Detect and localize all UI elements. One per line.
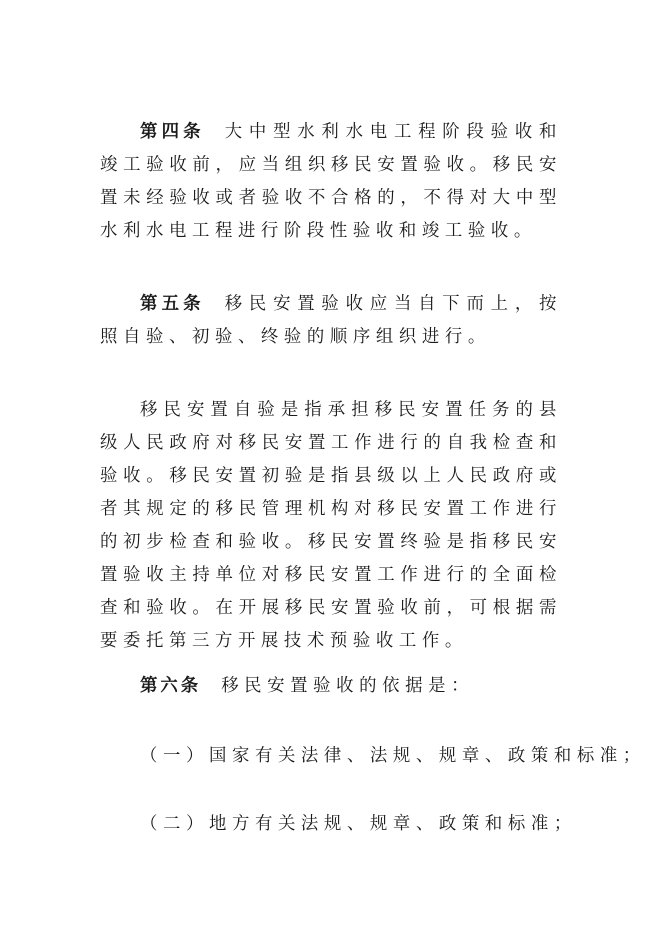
article-4-label: 第四条 [140,122,205,142]
article-6-text: 移民安置验收的依据是： [221,676,475,696]
list-item: （一）国家有关法律、法规、规章、政策和标准； [140,746,646,766]
list-item: （二）地方有关法规、规章、政策和标准； [140,814,577,834]
acceptance-definition-paragraph [100,394,562,658]
acceptance-definition-text: 移民安置自验是指承担移民安置任务的县级人民政府对移民安置工作进行的自我检查和验收。移民安置初验是指县级以上人民政府或者其规定的移民管理机构对移民安置工作进行的初步检查和验收。移民安置终验是指移民安置验收主持单位对移民安置工作进行的全面检查和验收。在开展移民安置验收前，可根据需要委托第三方开展技术预验收工作。 [100,400,562,651]
article-4-text: 大中型水利水电工程阶段验收和竣工验收前，应当组织移民安置验收。移民安置未经验收或者验收不合格的，不得对大中型水利水电工程进行阶段性验收和竣工验收。 [100,122,562,241]
article-5-text: 移民安置验收应当自下而上，按照自验、初验、终验的顺序组织进行。 [100,294,562,347]
article-5-paragraph [100,288,562,354]
article-4-paragraph [100,116,562,248]
article-5-label: 第五条 [140,294,205,314]
article-6-paragraph [100,670,562,703]
article-6-label: 第六条 [140,676,202,696]
